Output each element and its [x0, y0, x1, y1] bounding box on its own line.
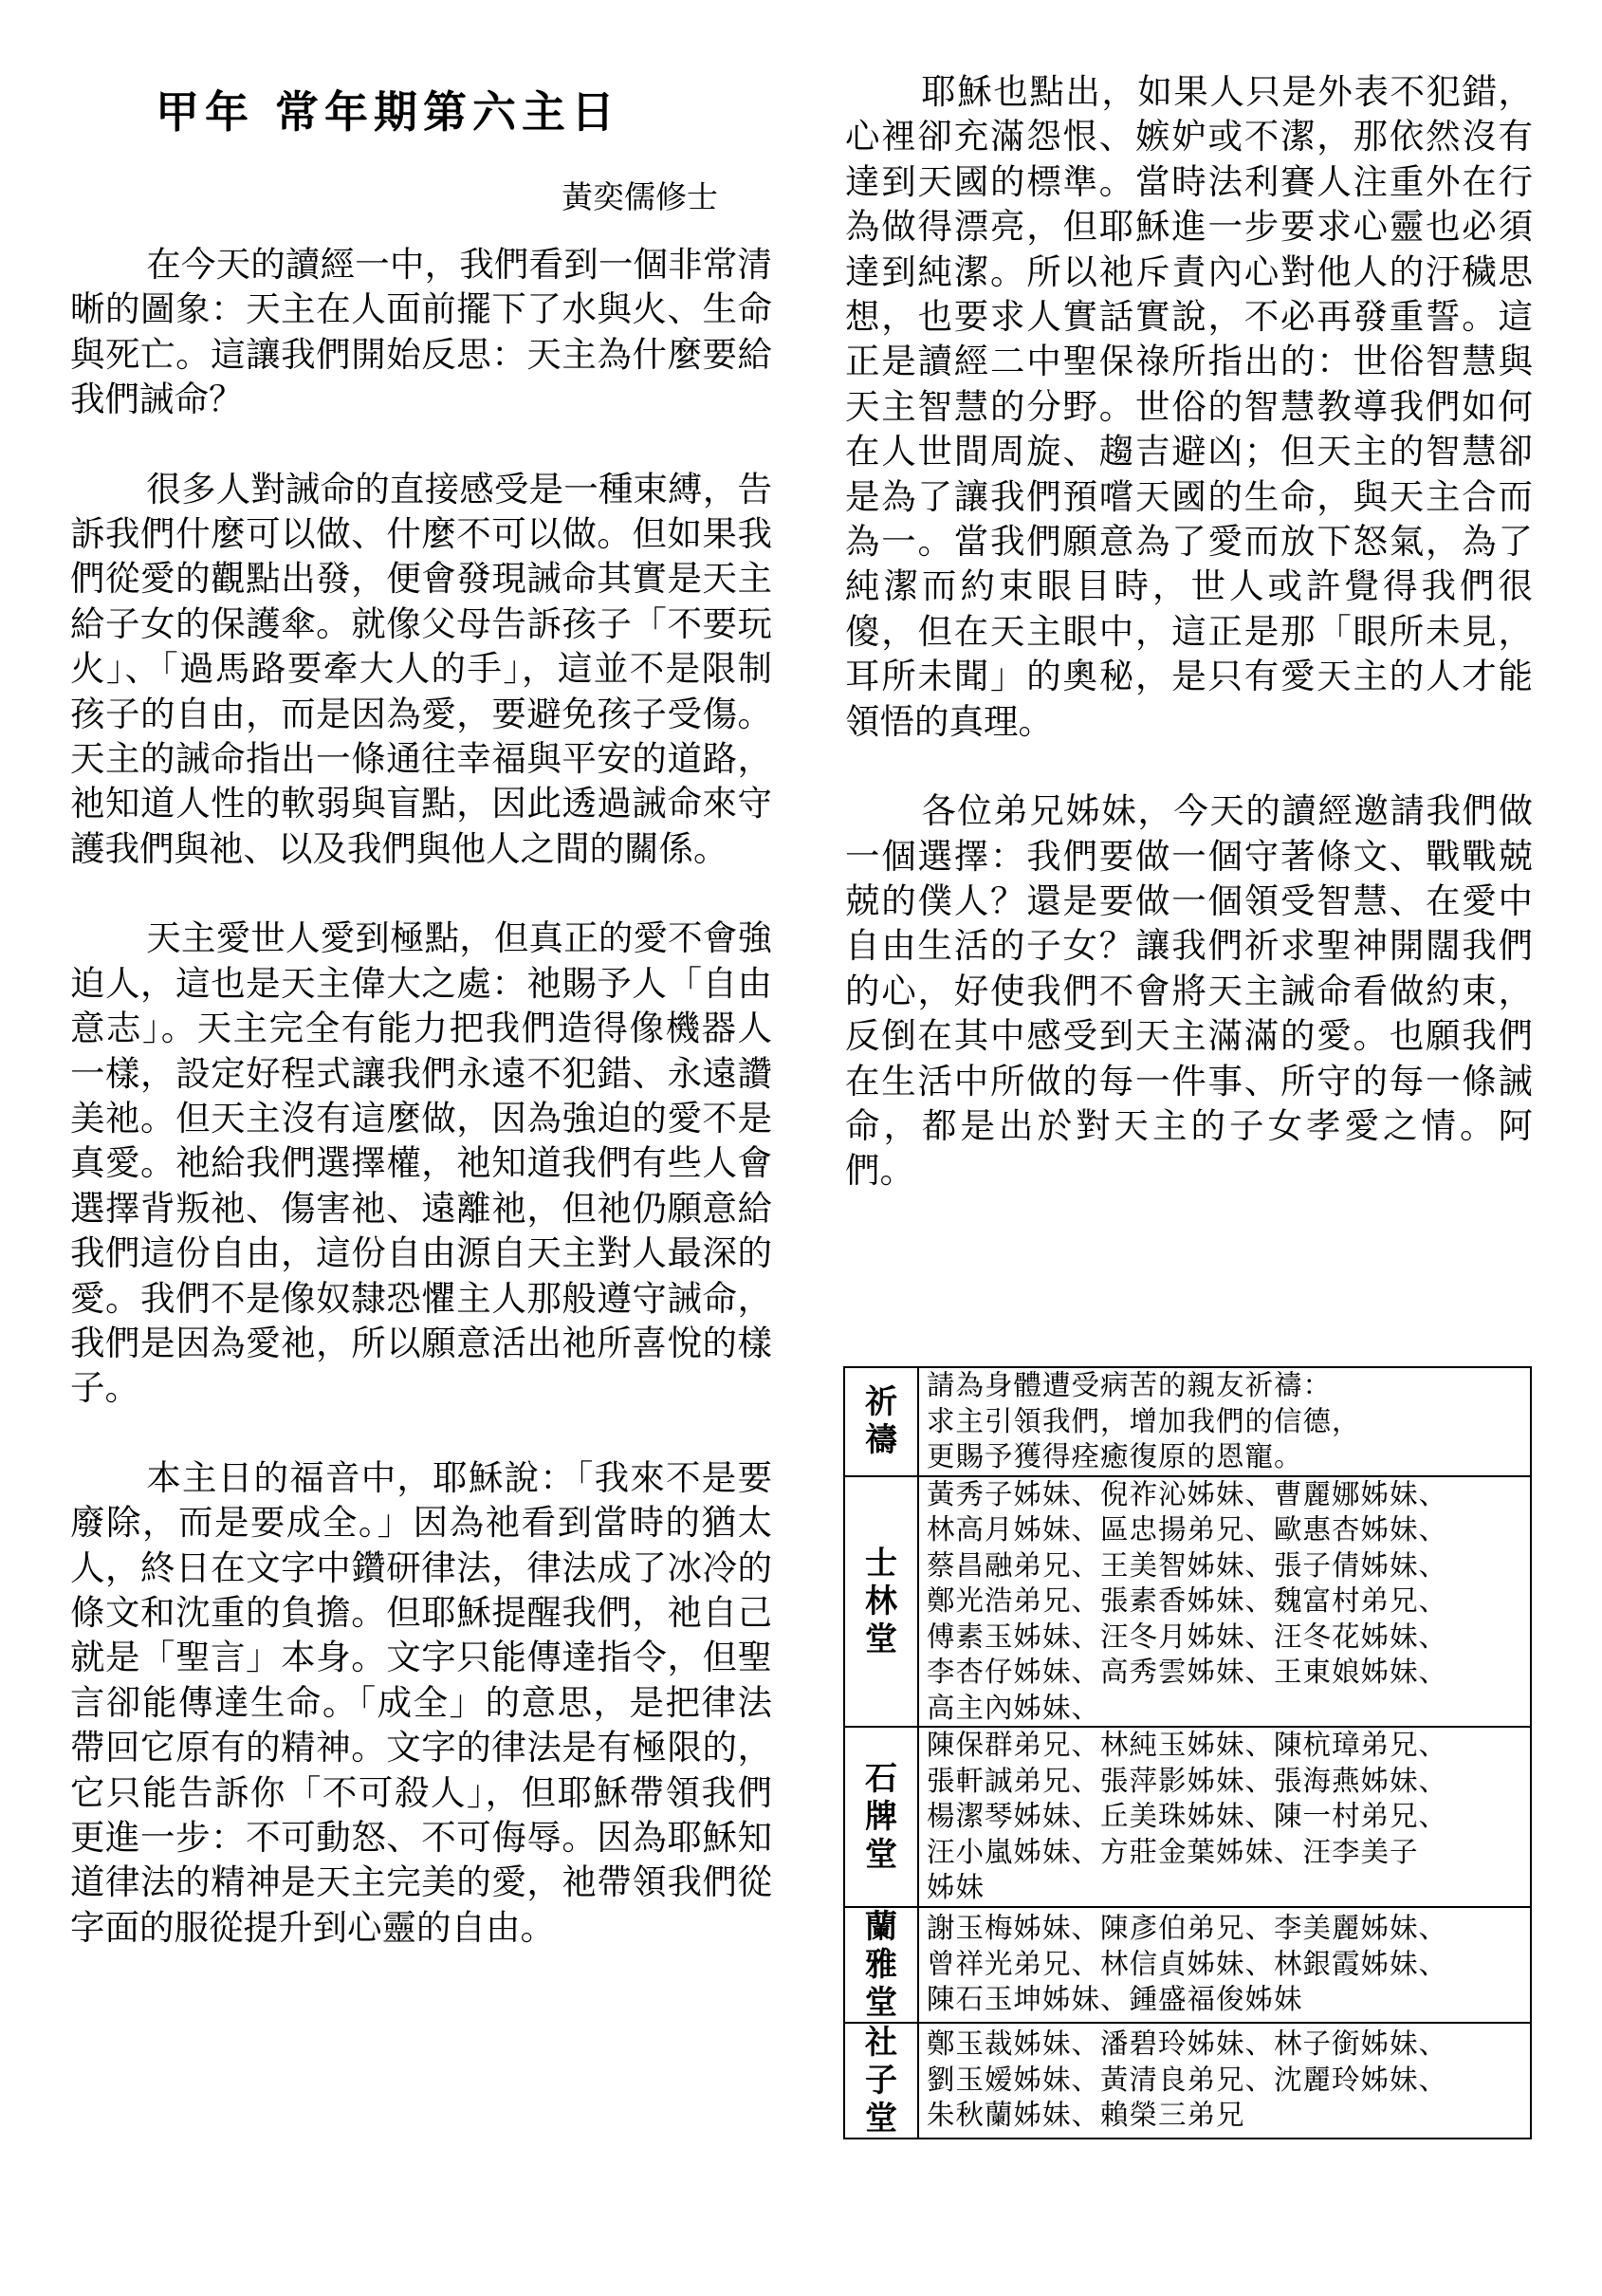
- row-label: [844, 1367, 918, 1476]
- row-names: [918, 1367, 1531, 1476]
- row-names: [918, 1727, 1531, 1907]
- row-names: [918, 2023, 1531, 2139]
- row-label-char: 祈: [865, 1383, 897, 1422]
- row-label: [844, 1476, 918, 1728]
- row-label-char: 蘭: [865, 1907, 897, 1946]
- prayer-table-row: [844, 1727, 1531, 1907]
- row-label: [844, 2023, 918, 2139]
- name-line: 朱秋蘭姊妹、賴榮三弟兄: [927, 2099, 1245, 2132]
- name-line: 劉玉嫒姊妹、黃清良弟兄、沈麗玲姊妹、: [927, 2063, 1448, 2096]
- name-line: 曾祥光弟兄、林信貞姊妹、林銀霞姊妹、: [927, 1947, 1448, 1980]
- name-line: 陳石玉坤姊妹、鍾盛福俊姊妹: [927, 1983, 1303, 2016]
- row-label-char: 子: [865, 2061, 897, 2100]
- name-line: 請為身體遭受病苦的親友祈禱：: [927, 1369, 1333, 1401]
- row-label-char: 林: [865, 1582, 897, 1620]
- paragraph: 各位弟兄姊妹，今天的讀經邀請我們做一個選擇：我們要做一個守著條文、戰戰兢兢的僕人？還是要做一個領受智慧、在愛中自由生活的子女？讓我們祈求聖神開闊我們的心，好使我們不會將天主誡命看做約束，反倒在其中感受到天主滿滿的愛。也願我們在生活中所做的每一件事、所守的每一條誡命，都是出於對天主的子女孝愛之情。阿們。: [845, 790, 1533, 1192]
- row-label-char: 堂: [865, 1620, 897, 1658]
- name-line: 高主內姊妹、: [927, 1691, 1101, 1724]
- row-label: [844, 1907, 918, 2023]
- author-name: 黃奕儒修士: [562, 178, 718, 215]
- name-line: 求主引領我們，增加我們的信德，: [927, 1404, 1361, 1437]
- name-line: 傅素玉姊妹、汪冬月姊妹、汪冬花姊妹、: [927, 1620, 1448, 1653]
- prayer-table-row: [844, 2023, 1531, 2139]
- row-label-char: 石: [865, 1759, 897, 1798]
- prayer-table-row: [844, 1476, 1531, 1728]
- prayer-table-row: [844, 1907, 1531, 2023]
- name-line: 謝玉梅姊妹、陳彥伯弟兄、李美麗姊妹、: [927, 1912, 1448, 1945]
- name-line: 姊妹: [927, 1871, 985, 1903]
- row-label-char: 堂: [865, 2099, 897, 2138]
- row-label-char: 士: [865, 1544, 897, 1583]
- name-line: 鄭光浩弟兄、張素香姊妹、魏富村弟兄、: [927, 1584, 1448, 1617]
- name-line: 黃秀子姊妹、倪祚沁姊妹、曹麗娜姊妹、: [927, 1477, 1448, 1510]
- prayer-table-row: [844, 1367, 1531, 1476]
- prayer-list-table: [843, 1366, 1532, 2139]
- right-text-block: [845, 69, 1533, 1194]
- name-line: 更賜予獲得痊癒復原的恩寵。: [927, 1440, 1303, 1472]
- row-label-char: 堂: [865, 1983, 897, 2022]
- row-label-char: 雅: [865, 1945, 897, 1984]
- paragraph: 天主愛世人愛到極點，但真正的愛不會強迫人，這也是天主偉大之處：祂賜予人「自由意志」。天主完全有能力把我們造得像機器人一樣，設定好程式讓我們永遠不犯錯、永遠讚美祂。但天主沒有這麼做，因為強迫的愛不是真愛。祂給我們選擇權，祂知道我們有些人會選擇背叛祂、傷害祂、遠離祂，但祂仍願意給我們這份自由，這份自由源自天主對人最深的愛。我們不是像奴隸恐懼主人那般遵守誡命，我們是因為愛祂，所以願意活出祂所喜悅的樣子。: [70, 917, 772, 1409]
- name-line: 蔡昌融弟兄、王美智姊妹、張子倩姊妹、: [927, 1548, 1448, 1582]
- row-label-char: 禱: [865, 1421, 897, 1460]
- paragraph: 很多人對誡命的直接感受是一種束縛，告訴我們什麼可以做、什麼不可以做。但如果我們從愛的觀點出發，便會發現誡命其實是天主給子女的保護傘。就像父母告訴孩子「不要玩火」、「過馬路要牽大人的手」，這並不是限制孩子的自由，而是因為愛，要避免孩子受傷。天主的誡命指出一條通往幸福與平安的道路，祂知道人性的軟弱與盲點，因此透過誡命來守護我們與祂、以及我們與他人之間的關係。: [70, 468, 772, 869]
- name-line: 鄭玉裁姊妹、潘碧玲姊妹、林子銜姊妹、: [927, 2028, 1448, 2061]
- paragraph: 耶穌也點出，如果人只是外表不犯錯，心裡卻充滿怨恨、嫉妒或不潔，那依然沒有達到天國的標準。當時法利賽人注重外在行為做得漂亮，但耶穌進一步要求心靈也必須達到純潔。所以祂斥責內心對他人的汙穢思想，也要求人實話實說，不必再發重誓。這正是讀經二中聖保祿所指出的：世俗智慧與天主智慧的分野。世俗的智慧教導我們如何在人世間周旋、趨吉避凶；但天主的智慧卻是為了讓我們預嚐天國的生命，與天主合而為一。當我們願意為了愛而放下怒氣，為了純潔而約束眼目時，世人或許覺得我們很傻，但在天主眼中，這正是那「眼所未見，耳所未聞」的奧秘，是只有愛天主的人才能領悟的真理。: [845, 71, 1533, 742]
- name-line: 張軒誠弟兄、張萍影姊妹、張海燕姊妹、: [927, 1764, 1448, 1797]
- name-line: 李杏仔姊妹、高秀雲姊妹、王東娘姊妹、: [927, 1656, 1448, 1688]
- name-line: 楊潔琴姊妹、丘美珠姊妹、陳一村弟兄、: [927, 1800, 1448, 1832]
- name-line: 林高月姊妹、區忠揚弟兄、歐惠杏姊妹、: [927, 1513, 1448, 1546]
- row-label-char: 牌: [865, 1797, 897, 1836]
- row-label-char: 社: [865, 2023, 897, 2062]
- name-line: 陳保群弟兄、林純玉姊妹、陳杭璋弟兄、: [927, 1729, 1448, 1761]
- left-text-block: [70, 242, 772, 1950]
- paragraph: 本主日的福音中，耶穌說：「我來不是要廢除，而是要成全。」因為祂看到當時的猶太人，終日在文字中鑽研律法，律法成了冰冷的條文和沈重的負擔。但耶穌提醒我們，祂自己就是「聖言」本身。文字只能傳達指令，但聖言卻能傳達生命。「成全」的意思，是把律法帶回它原有的精神。文字的律法是有極限的，它只能告訴你「不可殺人」，但耶穌帶領我們更進一步：不可動怒、不可侮辱。因為耶穌知道律法的精神是天主完美的愛，祂帶領我們從字面的服從提升到心靈的自由。: [70, 1456, 772, 1948]
- page-title: 甲年 常年期第六主日: [156, 86, 621, 138]
- row-label: [844, 1727, 918, 1907]
- name-line: 汪小嵐姊妹、方莊金葉姊妹、汪李美子: [927, 1835, 1419, 1868]
- row-names: [918, 1907, 1531, 2023]
- row-names: [918, 1476, 1531, 1728]
- paragraph: 在今天的讀經一中，我們看到一個非常清晰的圖象：天主在人面前擺下了水與火、生命與死亡。這讓我們開始反思：天主為什麼要給我們誡命？: [70, 244, 772, 420]
- row-label-char: 堂: [865, 1835, 897, 1874]
